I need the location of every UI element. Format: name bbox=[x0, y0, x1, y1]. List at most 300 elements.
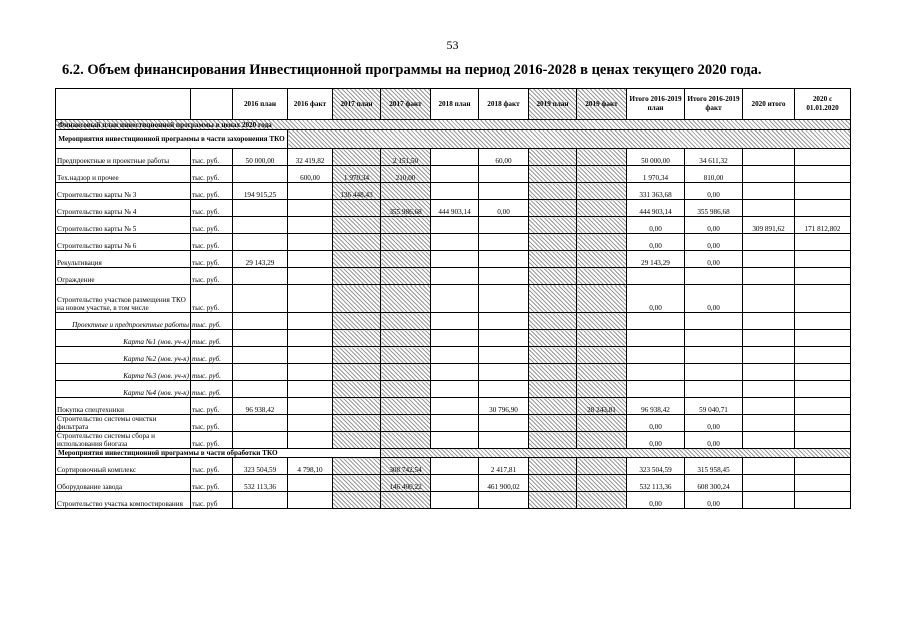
header-cell: 2018 факт bbox=[479, 89, 529, 120]
value-cell: 194 915,25 bbox=[233, 183, 288, 200]
value-cell bbox=[479, 415, 529, 432]
value-cell: 34 611,32 bbox=[685, 149, 743, 166]
value-cell bbox=[333, 217, 381, 234]
value-cell bbox=[795, 200, 851, 217]
row-unit: тыс. руб. bbox=[191, 381, 233, 398]
value-cell bbox=[288, 364, 333, 381]
value-cell bbox=[627, 330, 685, 347]
value-cell bbox=[743, 364, 795, 381]
value-cell bbox=[381, 268, 431, 285]
value-cell bbox=[529, 415, 577, 432]
value-cell bbox=[529, 398, 577, 415]
table-row bbox=[56, 475, 851, 492]
header-cell: 2017 факт bbox=[381, 89, 431, 120]
section-title: Мероприятия инвестиционной программы в части захоронения ТКО bbox=[56, 130, 288, 149]
header-cell: 2016 план bbox=[233, 89, 288, 120]
header-cell bbox=[191, 89, 233, 120]
value-cell bbox=[577, 364, 627, 381]
value-cell bbox=[381, 415, 431, 432]
row-unit: тыс. руб. bbox=[191, 166, 233, 183]
value-cell bbox=[795, 415, 851, 432]
value-cell bbox=[479, 251, 529, 268]
value-cell: 309 891,62 bbox=[743, 217, 795, 234]
value-cell bbox=[288, 285, 333, 313]
section-fill bbox=[288, 130, 851, 149]
table-row bbox=[56, 149, 851, 166]
value-cell bbox=[233, 381, 288, 398]
value-cell bbox=[479, 166, 529, 183]
value-cell: 0,00 bbox=[685, 285, 743, 313]
row-unit: тыс. руб. bbox=[191, 330, 233, 347]
row-label: Карта №1 (нов. уч-к) bbox=[56, 330, 191, 347]
value-cell bbox=[743, 149, 795, 166]
value-cell: 0,00 bbox=[627, 217, 685, 234]
table-row bbox=[56, 432, 851, 449]
value-cell bbox=[479, 492, 529, 509]
value-cell bbox=[577, 313, 627, 330]
value-cell bbox=[333, 313, 381, 330]
value-cell: 0,00 bbox=[685, 251, 743, 268]
row-unit: тыс. руб. bbox=[191, 398, 233, 415]
row-unit: тыс. руб. bbox=[191, 313, 233, 330]
value-cell bbox=[333, 398, 381, 415]
value-cell: 308 742,54 bbox=[381, 458, 431, 475]
value-cell bbox=[529, 149, 577, 166]
value-cell bbox=[233, 166, 288, 183]
value-cell: 323 504,59 bbox=[233, 458, 288, 475]
value-cell bbox=[381, 251, 431, 268]
value-cell bbox=[233, 330, 288, 347]
value-cell bbox=[577, 149, 627, 166]
value-cell bbox=[795, 268, 851, 285]
value-cell: 60,00 bbox=[479, 149, 529, 166]
value-cell bbox=[795, 347, 851, 364]
value-cell: 146 400,22 bbox=[381, 475, 431, 492]
value-cell: 0,00 bbox=[627, 415, 685, 432]
row-label: Тех.надзор и прочее bbox=[56, 166, 191, 183]
row-label: Оборудование завода bbox=[56, 475, 191, 492]
value-cell bbox=[795, 458, 851, 475]
value-cell bbox=[479, 183, 529, 200]
value-cell bbox=[577, 268, 627, 285]
table-row bbox=[56, 268, 851, 285]
value-cell bbox=[577, 200, 627, 217]
value-cell bbox=[743, 313, 795, 330]
value-cell bbox=[333, 381, 381, 398]
value-cell bbox=[795, 285, 851, 313]
value-cell: 0,00 bbox=[627, 285, 685, 313]
value-cell bbox=[795, 475, 851, 492]
header-cell: 2019 факт bbox=[577, 89, 627, 120]
value-cell: 59 040,71 bbox=[685, 398, 743, 415]
value-cell bbox=[288, 492, 333, 509]
value-cell bbox=[577, 415, 627, 432]
value-cell bbox=[431, 285, 479, 313]
value-cell bbox=[529, 234, 577, 251]
value-cell bbox=[479, 217, 529, 234]
value-cell bbox=[627, 364, 685, 381]
financing-table bbox=[55, 88, 851, 509]
row-unit: тыс. руб. bbox=[191, 268, 233, 285]
table-row bbox=[56, 285, 851, 313]
header-cell: Итого 2016-2019 план bbox=[627, 89, 685, 120]
value-cell bbox=[685, 313, 743, 330]
value-cell bbox=[627, 313, 685, 330]
table-row bbox=[56, 166, 851, 183]
value-cell bbox=[381, 398, 431, 415]
value-cell bbox=[288, 475, 333, 492]
row-label: Строительство карты № 4 bbox=[56, 200, 191, 217]
value-cell bbox=[431, 313, 479, 330]
value-cell bbox=[288, 415, 333, 432]
table-row bbox=[56, 492, 851, 509]
value-cell bbox=[529, 166, 577, 183]
row-unit: тыс. руб. bbox=[191, 183, 233, 200]
value-cell bbox=[431, 149, 479, 166]
value-cell bbox=[529, 364, 577, 381]
value-cell bbox=[795, 166, 851, 183]
row-label: Строительство системы сбора и использования биогаза bbox=[56, 432, 191, 449]
value-cell bbox=[381, 364, 431, 381]
section-title: Финансовый план инвестиционной программы в ценах 2020 года bbox=[56, 120, 851, 130]
value-cell: 444 903,14 bbox=[627, 200, 685, 217]
value-cell bbox=[431, 268, 479, 285]
value-cell bbox=[333, 347, 381, 364]
value-cell bbox=[743, 458, 795, 475]
value-cell: 0,00 bbox=[479, 200, 529, 217]
value-cell bbox=[479, 381, 529, 398]
value-cell bbox=[795, 234, 851, 251]
row-label: Строительство карты № 5 bbox=[56, 217, 191, 234]
value-cell bbox=[743, 347, 795, 364]
value-cell: 2 417,81 bbox=[479, 458, 529, 475]
value-cell bbox=[233, 432, 288, 449]
table-row bbox=[56, 330, 851, 347]
table-row bbox=[56, 313, 851, 330]
value-cell: 355 986,68 bbox=[685, 200, 743, 217]
value-cell bbox=[288, 200, 333, 217]
value-cell: 444 903,14 bbox=[431, 200, 479, 217]
row-label: Покупка спецтехники bbox=[56, 398, 191, 415]
row-label: Строительство карты № 3 bbox=[56, 183, 191, 200]
row-label: Предпроектные и проектные работы bbox=[56, 149, 191, 166]
value-cell bbox=[795, 330, 851, 347]
value-cell bbox=[431, 330, 479, 347]
value-cell bbox=[233, 217, 288, 234]
value-cell bbox=[795, 313, 851, 330]
value-cell: 810,00 bbox=[685, 166, 743, 183]
value-cell bbox=[577, 183, 627, 200]
value-cell: 315 958,45 bbox=[685, 458, 743, 475]
value-cell: 30 796,90 bbox=[479, 398, 529, 415]
value-cell bbox=[577, 234, 627, 251]
value-cell bbox=[795, 364, 851, 381]
value-cell bbox=[685, 268, 743, 285]
header-cell bbox=[56, 89, 191, 120]
value-cell bbox=[431, 234, 479, 251]
value-cell: 532 113,36 bbox=[627, 475, 685, 492]
value-cell bbox=[529, 475, 577, 492]
value-cell: 50 000,00 bbox=[627, 149, 685, 166]
header-cell: 2018 план bbox=[431, 89, 479, 120]
value-cell bbox=[431, 492, 479, 509]
value-cell bbox=[333, 234, 381, 251]
value-cell bbox=[431, 381, 479, 398]
value-cell bbox=[743, 166, 795, 183]
value-cell bbox=[685, 381, 743, 398]
row-unit: тыс. руб. bbox=[191, 475, 233, 492]
value-cell bbox=[431, 475, 479, 492]
value-cell bbox=[743, 398, 795, 415]
value-cell bbox=[685, 364, 743, 381]
value-cell bbox=[233, 268, 288, 285]
header-cell: 2019 план bbox=[529, 89, 577, 120]
value-cell bbox=[431, 347, 479, 364]
value-cell bbox=[577, 432, 627, 449]
table-row bbox=[56, 183, 851, 200]
row-label: Строительство участка компостирования bbox=[56, 492, 191, 509]
value-cell bbox=[233, 347, 288, 364]
value-cell bbox=[577, 381, 627, 398]
section-row-financial-plan bbox=[56, 120, 851, 130]
value-cell bbox=[795, 398, 851, 415]
value-cell bbox=[288, 268, 333, 285]
value-cell bbox=[795, 432, 851, 449]
value-cell: 29 143,29 bbox=[627, 251, 685, 268]
value-cell: 32 419,82 bbox=[288, 149, 333, 166]
header-row bbox=[56, 89, 851, 120]
value-cell bbox=[381, 313, 431, 330]
value-cell bbox=[233, 492, 288, 509]
value-cell bbox=[743, 330, 795, 347]
value-cell bbox=[381, 234, 431, 251]
value-cell bbox=[233, 415, 288, 432]
value-cell bbox=[431, 432, 479, 449]
page-number: 53 bbox=[446, 38, 459, 52]
value-cell bbox=[627, 347, 685, 364]
table-row bbox=[56, 415, 851, 432]
row-label: Карта №3 (нов. уч-к) bbox=[56, 364, 191, 381]
value-cell bbox=[479, 285, 529, 313]
value-cell bbox=[743, 251, 795, 268]
table-row bbox=[56, 200, 851, 217]
value-cell bbox=[743, 183, 795, 200]
value-cell bbox=[529, 458, 577, 475]
value-cell: 0,00 bbox=[685, 217, 743, 234]
value-cell bbox=[529, 313, 577, 330]
value-cell: 0,00 bbox=[685, 415, 743, 432]
value-cell bbox=[333, 268, 381, 285]
section-row-burial bbox=[56, 130, 851, 149]
row-unit: тыс. руб. bbox=[191, 200, 233, 217]
value-cell: 0,00 bbox=[685, 234, 743, 251]
value-cell bbox=[333, 432, 381, 449]
row-unit: тыс. руб. bbox=[191, 458, 233, 475]
value-cell bbox=[288, 217, 333, 234]
value-cell: 1 970,34 bbox=[333, 166, 381, 183]
value-cell bbox=[431, 251, 479, 268]
value-cell bbox=[795, 251, 851, 268]
header-cell: 2016 факт bbox=[288, 89, 333, 120]
value-cell bbox=[431, 183, 479, 200]
value-cell bbox=[529, 200, 577, 217]
value-cell: 0,00 bbox=[685, 183, 743, 200]
value-cell bbox=[577, 458, 627, 475]
table-row bbox=[56, 347, 851, 364]
header-cell: 2017 план bbox=[333, 89, 381, 120]
value-cell bbox=[381, 183, 431, 200]
header-cell: Итого 2016-2019 факт bbox=[685, 89, 743, 120]
value-cell bbox=[333, 364, 381, 381]
value-cell bbox=[529, 285, 577, 313]
value-cell bbox=[233, 364, 288, 381]
value-cell bbox=[743, 268, 795, 285]
value-cell bbox=[529, 347, 577, 364]
row-label: Ограждение bbox=[56, 268, 191, 285]
row-label: Строительство участков размещения ТКО на новом участке, в том числе bbox=[56, 285, 191, 313]
row-unit: тыс. руб. bbox=[191, 217, 233, 234]
row-label: Карта №4 (нов. уч-к) bbox=[56, 381, 191, 398]
value-cell bbox=[479, 330, 529, 347]
row-unit: тыс. руб. bbox=[191, 415, 233, 432]
value-cell bbox=[577, 251, 627, 268]
value-cell: 96 938,42 bbox=[233, 398, 288, 415]
value-cell bbox=[743, 492, 795, 509]
value-cell bbox=[288, 330, 333, 347]
value-cell bbox=[577, 492, 627, 509]
value-cell bbox=[529, 268, 577, 285]
row-unit: тыс. руб. bbox=[191, 234, 233, 251]
table-row bbox=[56, 364, 851, 381]
header-cell: 2020 итого bbox=[743, 89, 795, 120]
value-cell: 4 798,10 bbox=[288, 458, 333, 475]
row-label: Строительство системы очистки фильтрата bbox=[56, 415, 191, 432]
value-cell: 2 151,50 bbox=[381, 149, 431, 166]
value-cell bbox=[333, 415, 381, 432]
value-cell: 28 243,81 bbox=[577, 398, 627, 415]
value-cell bbox=[233, 234, 288, 251]
table-row bbox=[56, 217, 851, 234]
value-cell bbox=[381, 217, 431, 234]
table-row bbox=[56, 458, 851, 475]
value-cell bbox=[431, 398, 479, 415]
value-cell: 608 300,24 bbox=[685, 475, 743, 492]
value-cell bbox=[479, 432, 529, 449]
value-cell: 171 812,802 bbox=[795, 217, 851, 234]
section-fill bbox=[381, 449, 851, 458]
value-cell: 355 986,68 bbox=[381, 200, 431, 217]
row-unit: тыс. руб. bbox=[191, 251, 233, 268]
value-cell bbox=[577, 347, 627, 364]
value-cell bbox=[233, 200, 288, 217]
row-label: Сортировочный комплекс bbox=[56, 458, 191, 475]
table-row bbox=[56, 234, 851, 251]
row-unit: тыс. руб. bbox=[191, 364, 233, 381]
value-cell bbox=[795, 492, 851, 509]
value-cell bbox=[288, 183, 333, 200]
value-cell bbox=[529, 381, 577, 398]
row-unit: тыс. руб. bbox=[191, 149, 233, 166]
value-cell bbox=[288, 234, 333, 251]
value-cell bbox=[233, 285, 288, 313]
value-cell bbox=[627, 268, 685, 285]
value-cell bbox=[333, 251, 381, 268]
row-label: Проектные и предпроектные работы bbox=[56, 313, 191, 330]
value-cell bbox=[333, 149, 381, 166]
row-unit: тыс. руб. bbox=[191, 432, 233, 449]
value-cell bbox=[288, 381, 333, 398]
value-cell bbox=[333, 330, 381, 347]
value-cell bbox=[288, 432, 333, 449]
row-unit: тыс. руб. bbox=[191, 347, 233, 364]
value-cell: 331 363,68 bbox=[627, 183, 685, 200]
value-cell bbox=[333, 475, 381, 492]
value-cell bbox=[577, 217, 627, 234]
value-cell bbox=[577, 475, 627, 492]
table-row bbox=[56, 251, 851, 268]
value-cell bbox=[233, 313, 288, 330]
value-cell bbox=[529, 183, 577, 200]
value-cell bbox=[288, 398, 333, 415]
value-cell bbox=[479, 268, 529, 285]
row-unit: тыс. руб bbox=[191, 492, 233, 509]
value-cell bbox=[431, 166, 479, 183]
value-cell bbox=[743, 415, 795, 432]
value-cell bbox=[333, 492, 381, 509]
value-cell bbox=[479, 234, 529, 251]
value-cell: 0,00 bbox=[627, 492, 685, 509]
row-unit: тыс. руб. bbox=[191, 285, 233, 313]
value-cell bbox=[529, 217, 577, 234]
section-row-processing bbox=[56, 449, 851, 458]
value-cell bbox=[333, 458, 381, 475]
value-cell bbox=[381, 381, 431, 398]
value-cell bbox=[333, 285, 381, 313]
value-cell bbox=[795, 381, 851, 398]
value-cell bbox=[381, 330, 431, 347]
table-row bbox=[56, 398, 851, 415]
value-cell bbox=[333, 200, 381, 217]
page-title: 6.2. Объем финансирования Инвестиционной программы на период 2016-2028 в ценах текущего 2020 года. bbox=[62, 62, 762, 78]
value-cell bbox=[479, 313, 529, 330]
value-cell bbox=[743, 432, 795, 449]
value-cell bbox=[288, 313, 333, 330]
value-cell bbox=[431, 415, 479, 432]
value-cell: 0,00 bbox=[627, 234, 685, 251]
value-cell: 323 504,59 bbox=[627, 458, 685, 475]
section-title: Мероприятия инвестиционной программы в части обработки ТКО bbox=[56, 449, 381, 458]
value-cell bbox=[529, 251, 577, 268]
value-cell bbox=[381, 285, 431, 313]
value-cell bbox=[743, 200, 795, 217]
value-cell bbox=[795, 183, 851, 200]
value-cell bbox=[577, 285, 627, 313]
value-cell bbox=[743, 234, 795, 251]
value-cell bbox=[529, 492, 577, 509]
value-cell: 1 970,34 bbox=[627, 166, 685, 183]
value-cell bbox=[743, 285, 795, 313]
value-cell bbox=[479, 364, 529, 381]
value-cell: 532 113,36 bbox=[233, 475, 288, 492]
table-row bbox=[56, 381, 851, 398]
value-cell bbox=[381, 347, 431, 364]
row-label: Карта №2 (нов. уч-к) bbox=[56, 347, 191, 364]
header-cell: 2020 с 01.01.2020 bbox=[795, 89, 851, 120]
value-cell bbox=[431, 217, 479, 234]
value-cell: 50 000,00 bbox=[233, 149, 288, 166]
value-cell bbox=[381, 432, 431, 449]
value-cell: 0,00 bbox=[627, 432, 685, 449]
